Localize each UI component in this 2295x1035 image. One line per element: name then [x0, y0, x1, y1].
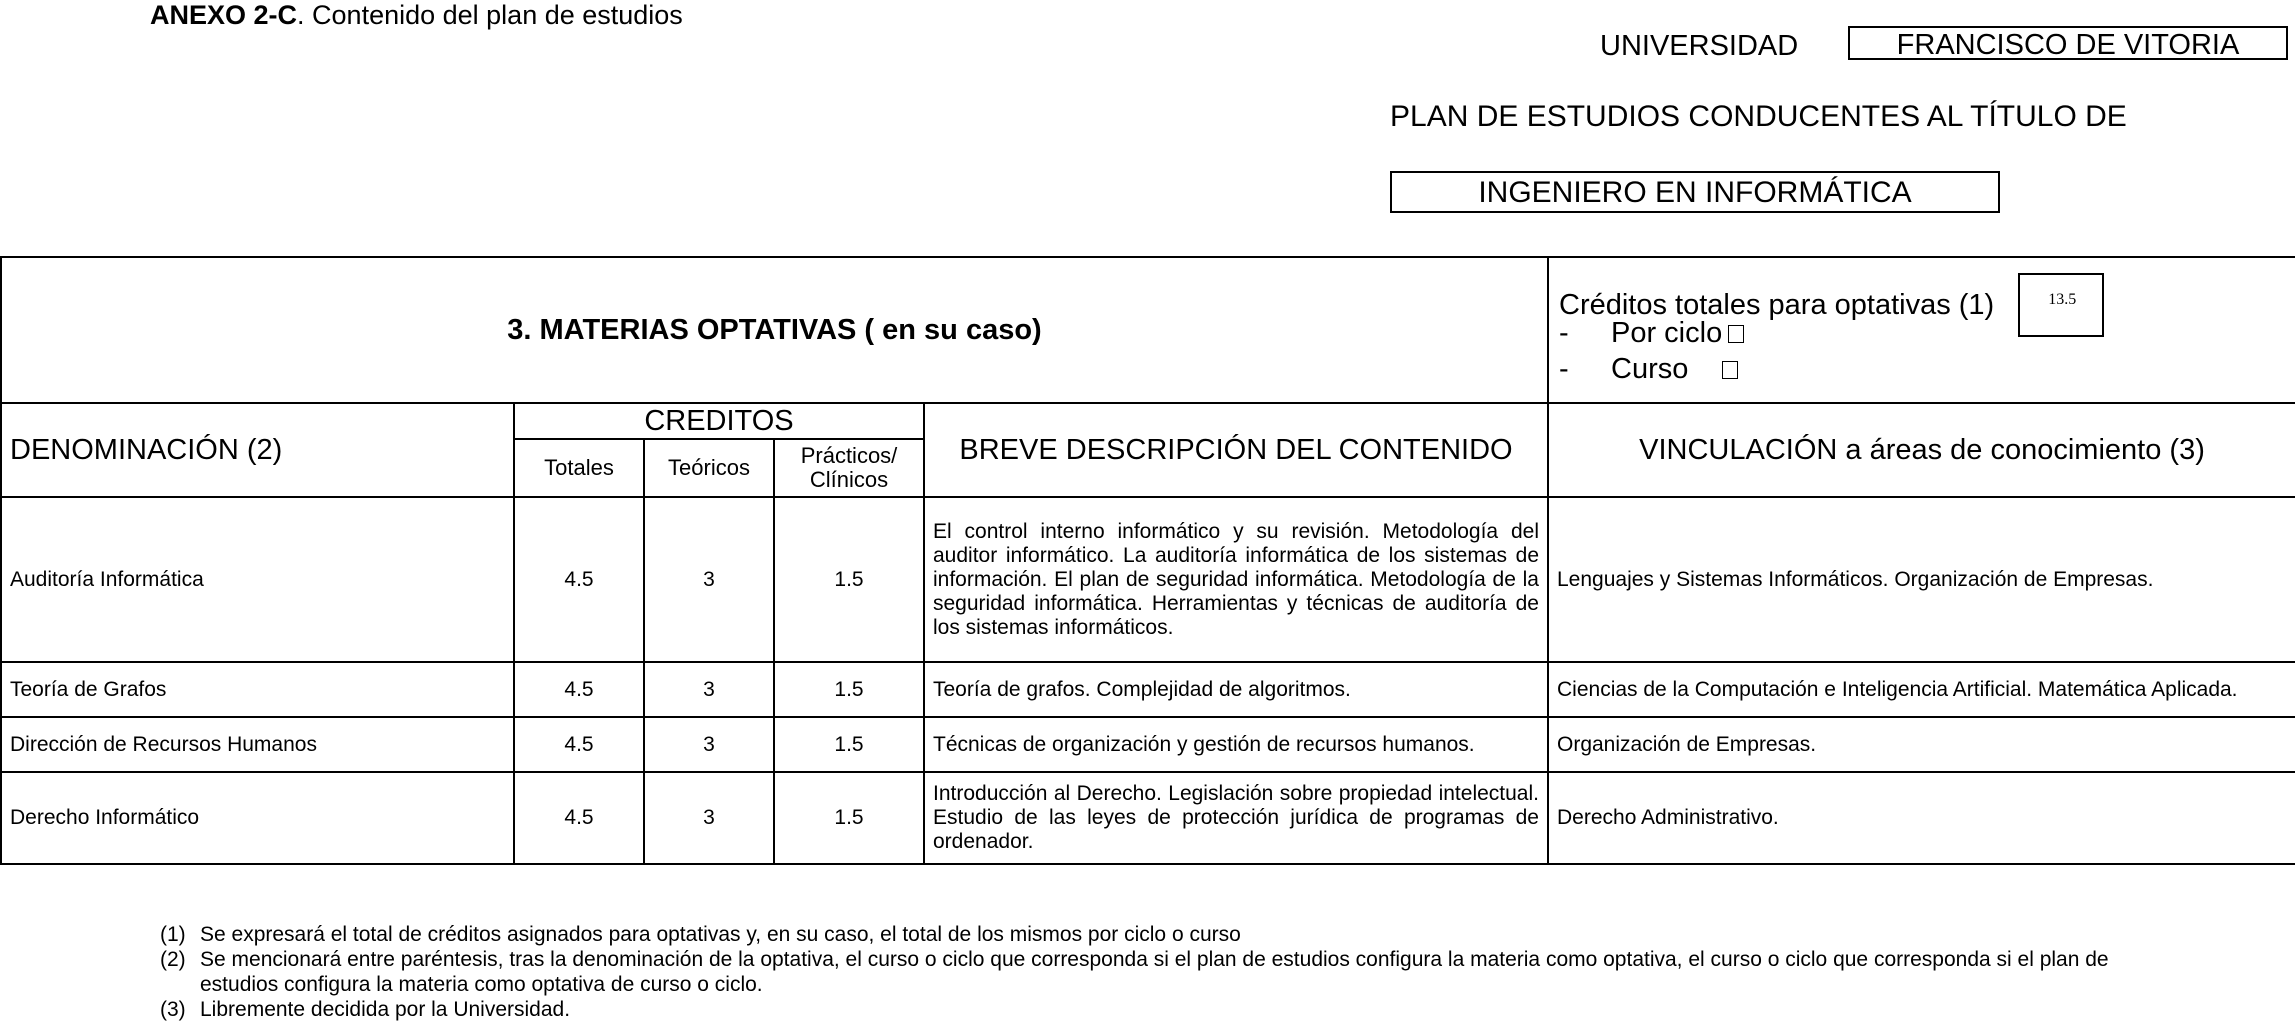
table-row	[1, 772, 2295, 864]
footnotes	[160, 922, 2160, 1022]
per-course-dash: -	[1559, 353, 1569, 385]
footnote-number: (3)	[160, 998, 186, 1021]
credits-teoricos: 3	[644, 772, 774, 864]
subject-name: Teoría de Grafos	[1, 662, 514, 717]
subject-vinculacion: Lenguajes y Sistemas Informáticos. Organización de Empresas.	[1548, 497, 2295, 662]
table-row	[1, 662, 2295, 717]
credits-teoricos: 3	[644, 497, 774, 662]
university-name-box: FRANCISCO DE VITORIA	[1848, 26, 2288, 60]
plan-label: PLAN DE ESTUDIOS CONDUCENTES AL TÍTULO DE	[1390, 100, 2127, 133]
footnote-text: Libremente decidida por la Universidad.	[200, 998, 571, 1021]
footnote-number: (1)	[160, 923, 186, 946]
header-vinculacion: VINCULACIÓN a áreas de conocimiento (3)	[1548, 403, 2295, 497]
footnote	[160, 922, 2160, 947]
credits-totales: 4.5	[514, 662, 644, 717]
header-denominacion: DENOMINACIÓN (2)	[1, 403, 514, 497]
credits-practicos: 1.5	[774, 662, 924, 717]
credits-totales: 4.5	[514, 772, 644, 864]
subject-vinculacion: Ciencias de la Computación e Inteligencia Artificial. Matemática Aplicada.	[1548, 662, 2295, 717]
subject-name: Auditoría Informática	[1, 497, 514, 662]
header-creditos: CREDITOS	[514, 403, 924, 439]
per-cycle-checkbox	[1728, 325, 1744, 343]
table-row	[1, 497, 2295, 662]
annex-heading	[150, 0, 683, 31]
optional-subjects-table	[0, 256, 2295, 865]
annex-text: . Contenido del plan de estudios	[297, 0, 683, 30]
header-totales: Totales	[514, 439, 644, 497]
subject-description: El control interno informático y su revisión. Metodología del auditor informático. La auditoría informática de los sistemas de información. El plan de seguridad informática. Metodología de la seguridad informática. Herramientas y técnicas de auditoría de los sistemas informáticos.	[924, 497, 1548, 662]
credits-totales: 4.5	[514, 717, 644, 772]
footnote-number: (2)	[160, 948, 186, 971]
header-teoricos: Teóricos	[644, 439, 774, 497]
subject-description: Teoría de grafos. Complejidad de algoritmos.	[924, 662, 1548, 717]
university-label: UNIVERSIDAD	[1600, 30, 1799, 62]
subject-vinculacion: Derecho Administrativo.	[1548, 772, 2295, 864]
footnote	[160, 947, 2160, 997]
per-course-checkbox	[1722, 361, 1738, 379]
subject-name: Derecho Informático	[1, 772, 514, 864]
credits-total-cell	[1548, 257, 2295, 403]
subject-vinculacion: Organización de Empresas.	[1548, 717, 2295, 772]
footnote	[160, 997, 2160, 1022]
credits-teoricos: 3	[644, 717, 774, 772]
header-descripcion: BREVE DESCRIPCIÓN DEL CONTENIDO	[924, 403, 1548, 497]
per-cycle-label: Por ciclo	[1611, 317, 1723, 349]
credits-totales: 4.5	[514, 497, 644, 662]
credits-practicos: 1.5	[774, 717, 924, 772]
degree-title-box: INGENIERO EN INFORMÁTICA	[1390, 171, 2000, 213]
credits-practicos: 1.5	[774, 772, 924, 864]
credits-total-value: 13.5	[2018, 273, 2104, 337]
credits-practicos: 1.5	[774, 497, 924, 662]
header-practicos: Prácticos/ Clínicos	[774, 439, 924, 497]
subject-name: Dirección de Recursos Humanos	[1, 717, 514, 772]
section-title: 3. MATERIAS OPTATIVAS ( en su caso)	[1, 257, 1548, 403]
footnote-text: Se expresará el total de créditos asignados para optativas y, en su caso, el total de los mismos por ciclo o curso	[200, 923, 1241, 946]
footnote-text: Se mencionará entre paréntesis, tras la denominación de la optativa, el curso o ciclo que corresponda si el plan de estudios configura la materia como optativa, el curso o ciclo que corresponda si el plan de estudios configura la materia como optativa de curso o ciclo.	[200, 948, 2109, 996]
table-row	[1, 717, 2295, 772]
per-cycle-dash: -	[1559, 317, 1569, 349]
annex-number: ANEXO 2-C	[150, 0, 298, 30]
credits-teoricos: 3	[644, 662, 774, 717]
credits-total-label: Créditos totales para optativas (1)	[1559, 289, 1995, 321]
subject-description: Técnicas de organización y gestión de recursos humanos.	[924, 717, 1548, 772]
per-course-label: Curso	[1611, 353, 1689, 385]
subject-description: Introducción al Derecho. Legislación sobre propiedad intelectual. Estudio de las leyes de protección jurídica de programas de ordenador.	[924, 772, 1548, 864]
